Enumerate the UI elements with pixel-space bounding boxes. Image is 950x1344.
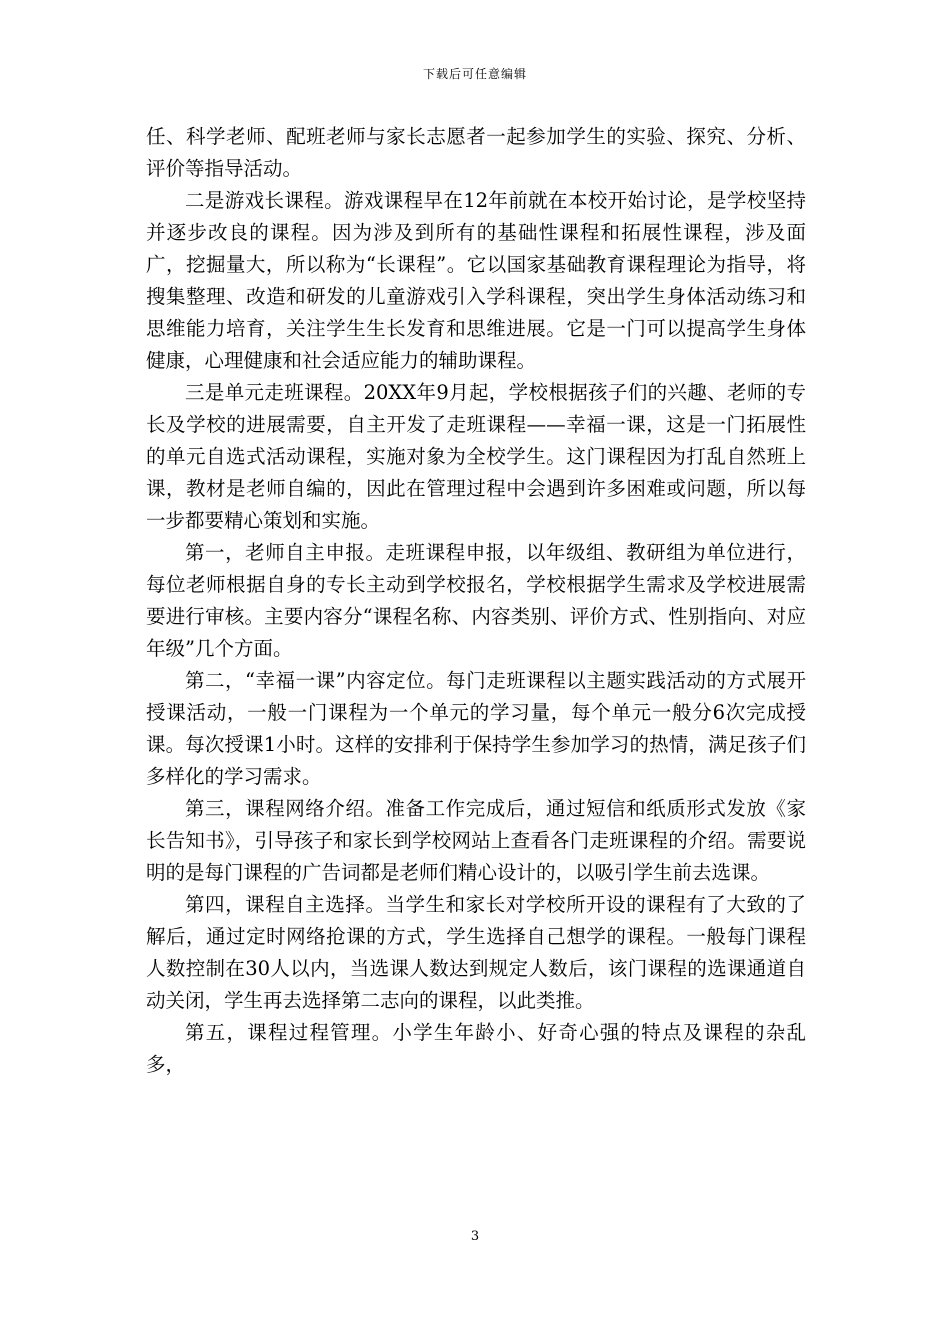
page-number: 3 [470,1229,480,1244]
paragraph-unit-course: 三是单元走班课程。20XX年9月起，学校根据孩子们的兴趣、老师的专长及学校的进展需要，自主开发了走班课程——幸福一课，这是一门拓展性的单元自选式活动课程，实施对象为全校学生。这门课程因为打乱自然班上课，教材是老师自编的，因此在管理过程中会遇到许多困难或问题，所以每一步都要精心策划和实施。 [146,381,806,532]
document-body [146,121,806,1081]
paragraph-step-one: 第一，老师自主申报。走班课程申报，以年级组、教研组为单位进行，每位老师根据自身的专长主动到学校报名，学校根据学生需求及学校进展需要进行审核。主要内容分“课程名称、内容类别、评价方式、性别指向、对应年级”几个方面。 [146,541,806,660]
paragraph-continuation: 任、科学老师、配班老师与家长志愿者一起参加学生的实验、探究、分析、评价等指导活动。 [146,125,806,180]
page-header: 下载后可任意编辑 [422,67,527,81]
paragraph-step-four: 第四，课程自主选择。当学生和家长对学校所开设的课程有了大致的了解后，通过定时网络抢课的方式，学生选择自己想学的课程。一般每门课程人数控制在30人以内，当选课人数达到规定人数后，该门课程的选课通道自动关闭，学生再去选择第二志向的课程，以此类推。 [146,893,806,1012]
paragraph-step-five: 第五，课程过程管理。小学生年龄小、好奇心强的特点及课程的杂乱多， [146,1021,806,1076]
paragraph-game-course: 二是游戏长课程。游戏课程早在12年前就在本校开始讨论，是学校坚持并逐步改良的课程。因为涉及到所有的基础性课程和拓展性课程，涉及面广，挖掘量大，所以称为“长课程”。它以国家基础教育课程理论为指导，将搜集整理、改造和研发的儿童游戏引入学科课程，突出学生身体活动练习和思维能力培育，关注学生生长发育和思维进展。它是一门可以提高学生身体健康，心理健康和社会适应能力的辅助课程。 [146,189,806,372]
paragraph-step-two: 第二，“幸福一课”内容定位。每门走班课程以主题实践活动的方式展开授课活动，一般一门课程为一个单元的学习量，每个单元一般分6次完成授课。每次授课1小时。这样的安排利于保持学生参加学习的热情，满足孩子们多样化的学习需求。 [146,669,806,788]
paragraph-step-three: 第三，课程网络介绍。准备工作完成后，通过短信和纸质形式发放《家长告知书》，引导孩子和家长到学校网站上查看各门走班课程的介绍。需要说明的是每门课程的广告词都是老师们精心设计的，以吸引学生前去选课。 [146,797,806,884]
